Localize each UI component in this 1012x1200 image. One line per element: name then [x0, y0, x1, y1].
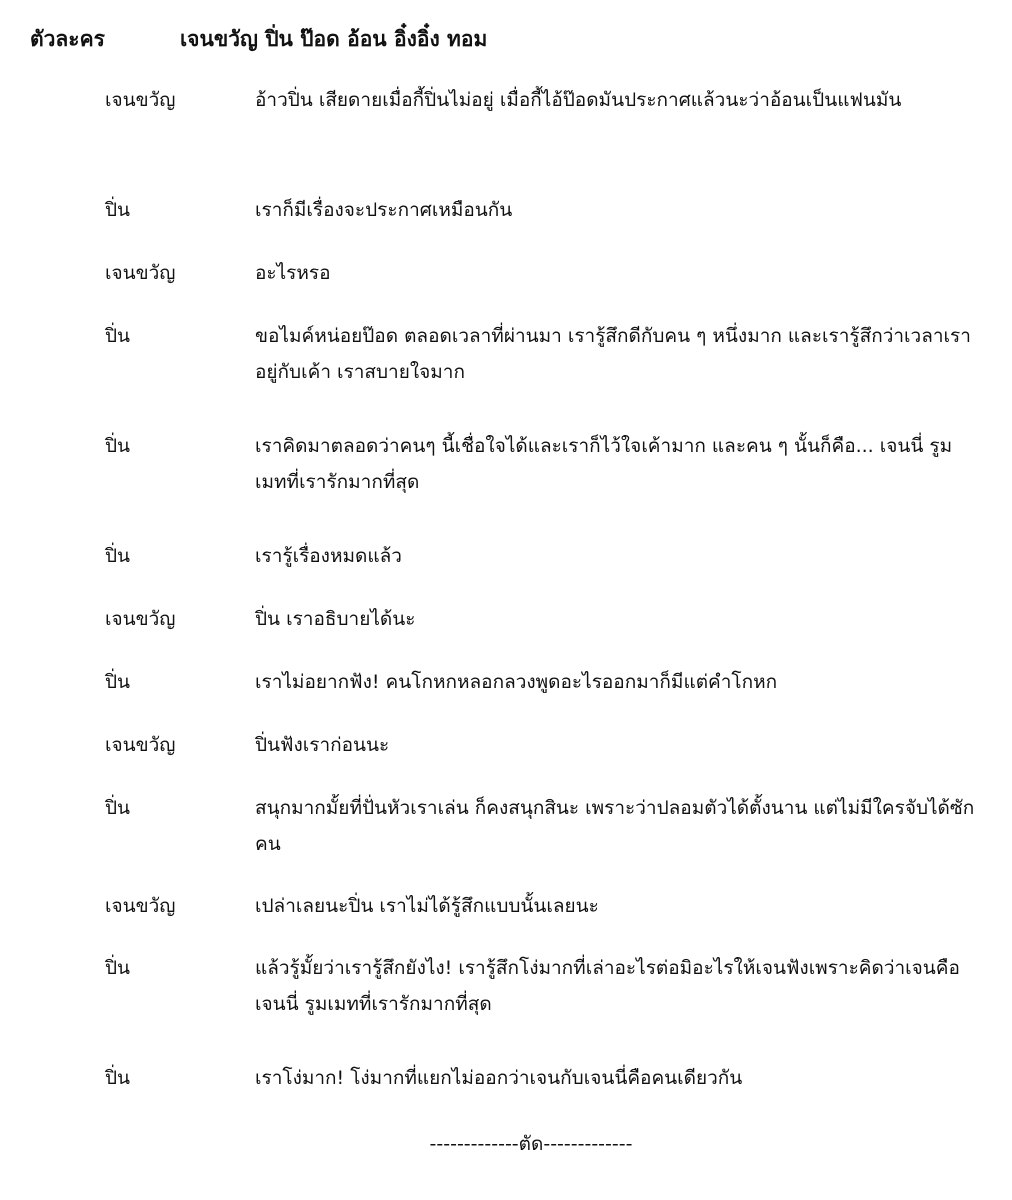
dialogue-text: เราคิดมาตลอดว่าคนๆ นี้เชื่อใจได้และเราก็ไว้ใจเค้ามาก และคน ๆ นั้นก็คือ... เจนนี่ รูมเมทที่เรารักมากที่สุด: [255, 435, 953, 493]
speaker-name: ปิ่น: [105, 1067, 131, 1089]
speaker-name: เจนขวัญ: [105, 608, 176, 630]
dialogue-text: เรารู้เรื่องหมดแล้ว: [255, 545, 402, 567]
speaker-name: ปิ่น: [105, 325, 131, 347]
speaker-name: เจนขวัญ: [105, 262, 176, 284]
cut-marker: -------------ตัด-------------: [429, 1133, 633, 1155]
dialogue-text: อ้าวปิ่น เสียดายเมื่อกี้ปิ่นไม่อยู่ เมื่อกี้ไอ้ป๊อดมันประกาศแล้วนะว่าอ้อนเป็นแฟนมัน: [255, 89, 902, 111]
speaker-name: ปิ่น: [105, 435, 131, 457]
speaker-name: ปิ่น: [105, 545, 131, 567]
dialogue-text: เราไม่อยากฟัง! คนโกหกหลอกลวงพูดอะไรออกมาก็มีแต่คำโกหก: [255, 671, 778, 693]
dialogue-text: ปิ่น เราอธิบายได้นะ: [255, 608, 416, 630]
dialogue-text: แล้วรู้มั้ยว่าเรารู้สึกยังไง! เรารู้สึกโง่มากที่เล่าอะไรต่อมิอะไรให้เจนฟังเพราะคิดว่าเจนคือเจนนี่ รูมเมทที่เรารักมากที่สุด: [255, 957, 960, 1015]
speaker-name: เจนขวัญ: [105, 895, 176, 917]
speaker-name: ปิ่น: [105, 199, 131, 221]
dialogue-text: เราก็มีเรื่องจะประกาศเหมือนกัน: [255, 199, 513, 221]
speaker-name: ปิ่น: [105, 671, 131, 693]
characters-value: เจนขวัญ ปิ่น ป๊อด อ้อน อิ๋งอิ๋ง ทอม: [180, 27, 488, 51]
dialogue-text: ขอไมค์หน่อยป๊อด ตลอดเวลาที่ผ่านมา เรารู้สึกดีกับคน ๆ หนึ่งมาก และเรารู้สึกว่าเวลาเราอยู่กับเค้า เราสบายใจมาก: [255, 325, 971, 383]
dialogue-text: เราโง่มาก! โง่มากที่แยกไม่ออกว่าเจนกับเจนนี่คือคนเดียวกัน: [255, 1067, 743, 1089]
dialogue-text: เปล่าเลยนะปิ่น เราไม่ได้รู้สึกแบบนั้นเลยนะ: [255, 895, 599, 917]
speaker-name: ปิ่น: [105, 797, 131, 819]
characters-label: ตัวละคร: [30, 27, 105, 51]
dialogue-text: อะไรหรอ: [255, 262, 331, 284]
speaker-name: ปิ่น: [105, 957, 131, 979]
speaker-name: เจนขวัญ: [105, 89, 176, 111]
dialogue-text: สนุกมากมั้ยที่ปั่นหัวเราเล่น ก็คงสนุกสินะ เพราะว่าปลอมตัวได้ตั้งนาน แต่ไม่มีใครจับได้ซักคน: [255, 797, 975, 855]
speaker-name: เจนขวัญ: [105, 734, 176, 756]
dialogue-text: ปิ่นฟังเราก่อนนะ: [255, 734, 390, 756]
